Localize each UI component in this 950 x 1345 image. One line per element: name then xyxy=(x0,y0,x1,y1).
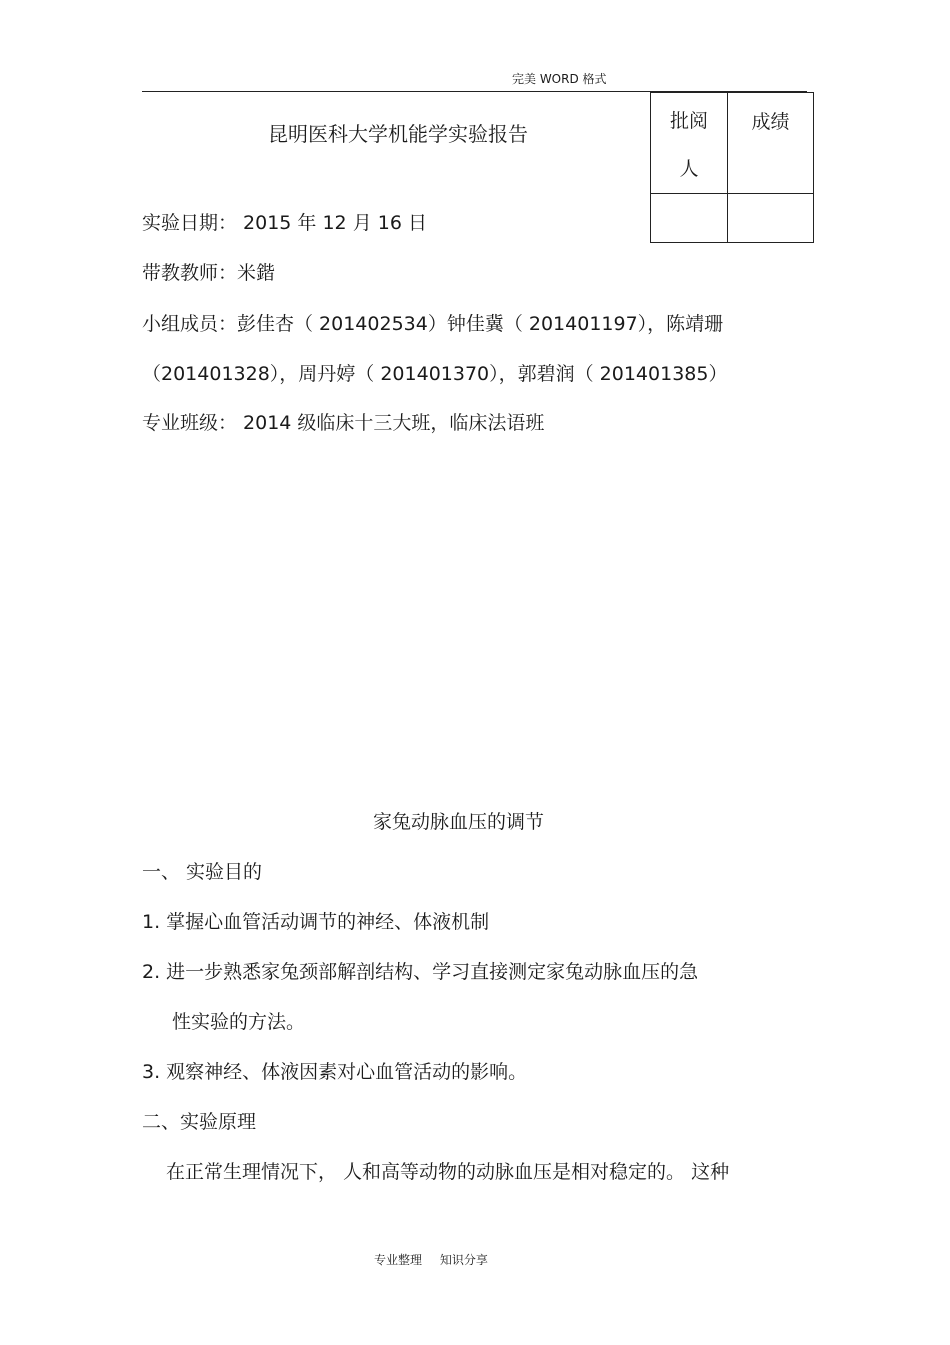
page-footer: 专业整理 知识分享 xyxy=(374,1253,488,1267)
score-label: 成绩 xyxy=(751,111,790,133)
purpose-item-2: 2. 进一步熟悉家兔颈部解剖结构、学习直接测定家兔动脉血压的急 xyxy=(142,961,699,983)
grade-table xyxy=(650,92,814,243)
members-line-1: 小组成员：彭佳杏（ 201402534）钟佳冀（ 201401197），陈靖珊 xyxy=(142,313,724,335)
members-line-2: （201401328），周丹婷（ 201401370），郭碧润（ 201401385） xyxy=(142,363,728,385)
score-label-cell xyxy=(728,93,814,194)
experiment-date: 实验日期： 2015 年 12 月 16 日 xyxy=(142,212,427,234)
purpose-item-3: 3. 观察神经、体液因素对心血管活动的影响。 xyxy=(142,1061,528,1083)
reviewer-label-cell xyxy=(651,93,728,194)
principle-text: 在正常生理情况下， 人和高等动物的动脉血压是相对稳定的。 这种 xyxy=(166,1161,730,1183)
page-header: 完美 WORD 格式 xyxy=(512,72,607,86)
report-title: 昆明医科大学机能学实验报告 xyxy=(268,122,528,146)
purpose-item-2-cont: 性实验的方法。 xyxy=(172,1011,306,1033)
class-info: 专业班级： 2014 级临床十三大班，临床法语班 xyxy=(142,412,545,434)
principle-heading: 二、实验原理 xyxy=(142,1111,257,1133)
reviewer-label-1: 批阅 xyxy=(669,110,708,132)
reviewer-value-cell xyxy=(651,194,728,243)
teacher: 带教教师：米鍇 xyxy=(142,262,276,284)
score-value-cell xyxy=(728,194,814,243)
reviewer-label-2: 人 xyxy=(679,158,699,180)
purpose-item-1: 1. 掌握心血管活动调节的神经、体液机制 xyxy=(142,911,490,933)
section-title: 家兔动脉血压的调节 xyxy=(373,811,545,833)
purpose-heading: 一、 实验目的 xyxy=(142,861,263,883)
